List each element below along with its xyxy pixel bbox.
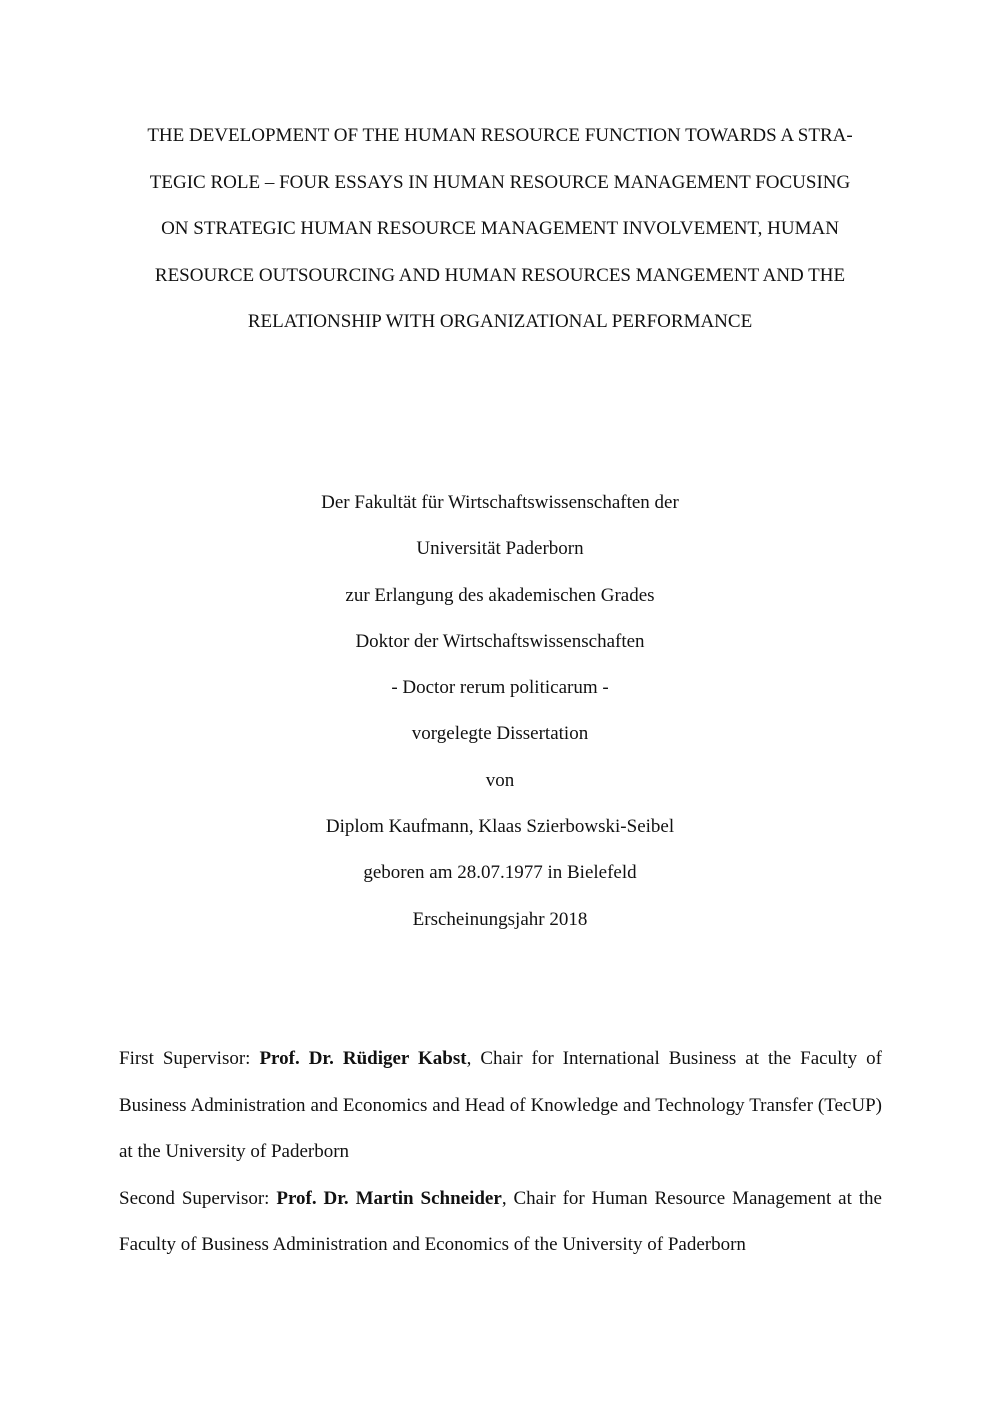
publication-year-line: Erscheinungsjahr 2018	[412, 908, 588, 930]
title-line: THE DEVELOPMENT OF THE HUMAN RESOURCE FUNCTION TOWARDS A STRA-	[147, 125, 853, 146]
second-supervisor-name: Prof. Dr. Martin Schneider	[276, 1187, 502, 1209]
von-line: von	[485, 769, 515, 791]
first-supervisor-name: Prof. Dr. Rüdiger Kabst	[259, 1048, 467, 1069]
second-supervisor	[119, 1176, 882, 1269]
university-line: Universität Paderborn	[416, 538, 584, 560]
first-supervisor	[119, 1036, 882, 1176]
submission-statement	[200, 480, 800, 943]
first-supervisor-description: , Chair for International Business at the Faculty of Business Administration and Economics and Head of Knowledge and Technology Transfer (TecUP) at the University of Paderborn	[119, 1048, 882, 1162]
second-supervisor-description: , Chair for Human Resource Management at the Faculty of Business Administration and Economics of the University of Paderborn	[119, 1187, 882, 1255]
dissertation-line: vorgelegte Dissertation	[411, 723, 589, 745]
birth-line: geboren am 28.07.1977 in Bielefeld	[363, 862, 637, 884]
supervisors-section	[119, 1036, 882, 1269]
title-line: RESOURCE OUTSOURCING AND HUMAN RESOURCES MANGEMENT AND THE	[154, 264, 846, 286]
author-line: Diplom Kaufmann, Klaas Szierbowski-Seibel	[325, 816, 675, 838]
title-line: ON STRATEGIC HUMAN RESOURCE MANAGEMENT INVOLVEMENT, HUMAN	[161, 218, 839, 239]
purpose-line: zur Erlangung des akademischen Grades	[345, 584, 655, 606]
second-supervisor-label: Second Supervisor:	[119, 1187, 277, 1209]
dissertation-title	[110, 113, 890, 346]
faculty-line: Der Fakultät für Wirtschaftswissenschaften der	[321, 492, 679, 513]
title-line: RELATIONSHIP WITH ORGANIZATIONAL PERFORMANCE	[247, 311, 753, 332]
degree-latin-line: - Doctor rerum politicarum -	[391, 677, 609, 699]
title-line: TEGIC ROLE – FOUR ESSAYS IN HUMAN RESOURCE MANAGEMENT FOCUSING	[149, 171, 851, 193]
degree-line: Doktor der Wirtschaftswissenschaften	[355, 630, 645, 652]
first-supervisor-label: First Supervisor:	[119, 1048, 260, 1069]
